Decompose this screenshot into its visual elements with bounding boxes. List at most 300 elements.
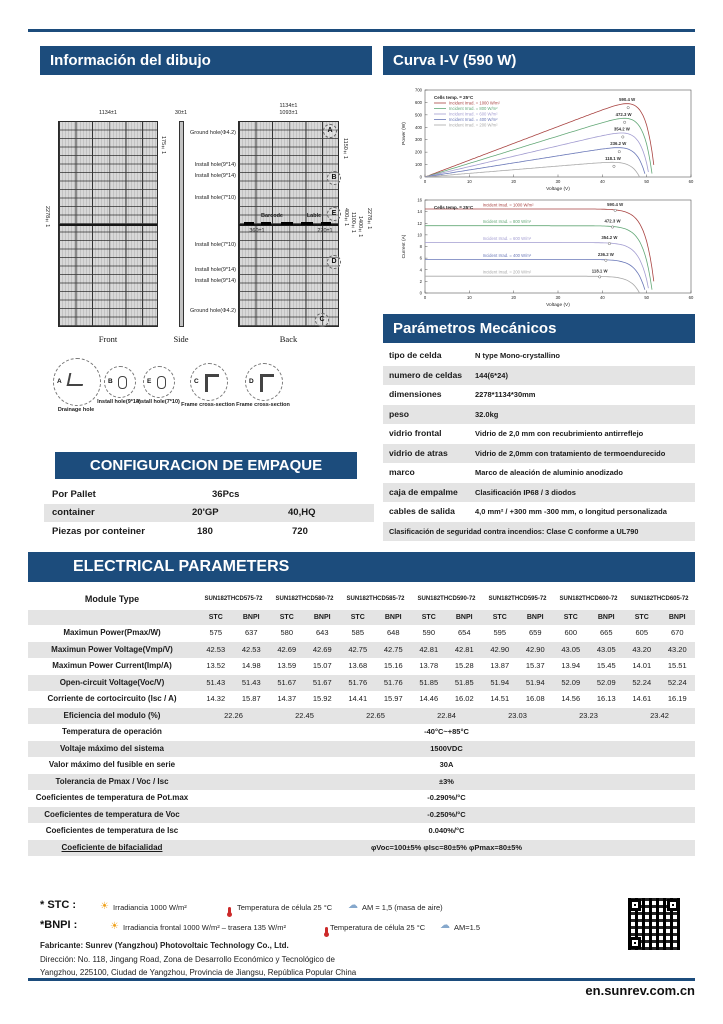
mech-row xyxy=(383,502,695,522)
back-view-callout: Ground hole(Φ4.2) xyxy=(190,308,236,314)
mech-value: 32.0kg xyxy=(475,409,499,419)
dim-right-2278: 2278±1 xyxy=(366,208,372,230)
elec-value: 605 xyxy=(635,628,648,637)
elec-spec-row xyxy=(28,823,695,840)
svg-text:10: 10 xyxy=(466,179,472,184)
svg-text:Incident Irrad. = 200 W/m²: Incident Irrad. = 200 W/m² xyxy=(482,269,532,275)
elec-model-name: SUN182THCD600-72 xyxy=(559,596,618,602)
elec-value: 42.81 xyxy=(419,644,439,654)
elec-row-label: Maximun Power(Pmax/W) xyxy=(63,628,161,637)
elec-value: 52.09 xyxy=(596,677,616,687)
packing-label: Por Pallet xyxy=(52,489,96,500)
bnpi-irradiance: Irradiancia frontal 1000 W/m² – trasera 135 W/m² xyxy=(123,923,286,932)
elec-condition-header-row xyxy=(28,610,695,625)
barcode-mark xyxy=(261,222,271,225)
elec-value: 13.78 xyxy=(419,661,439,670)
elec-value: 51.43 xyxy=(241,677,261,687)
elec-value: 13.52 xyxy=(206,661,226,670)
elec-value: 637 xyxy=(244,628,258,637)
elec-efficiency-row xyxy=(28,708,695,725)
detail-caption: Install hole(9*14) xyxy=(97,399,141,405)
elec-model-name: SUN182THCD575-72 xyxy=(204,596,263,602)
section-title: Parámetros Mecánicos xyxy=(393,320,557,337)
pv-chart-svg xyxy=(398,84,702,192)
thermometer-icon xyxy=(325,927,328,935)
address-line-2: Yangzhou, 225100, Ciudad de Yangzhou, Provincia de Jiangsu, República Popular China xyxy=(40,968,357,977)
svg-text:118.1 W: 118.1 W xyxy=(591,268,608,274)
install-hole-glyph xyxy=(157,376,166,389)
svg-text:Incident Irrad. = 400 W/m²: Incident Irrad. = 400 W/m² xyxy=(449,117,498,122)
elec-spec-label: Temperatura de operación xyxy=(62,727,162,736)
packing-row xyxy=(44,504,374,522)
back-view-callout: Install hole(7*10) xyxy=(194,242,236,248)
elec-condition-header: BNPI xyxy=(242,614,260,621)
detail-circle-e xyxy=(143,366,175,398)
dim-right-1100: 1100±1 xyxy=(350,212,356,233)
elec-value: 14.51 xyxy=(490,694,510,703)
dim-back-width-outer: 1134±1 xyxy=(279,103,298,109)
elec-value: 14.98 xyxy=(241,661,261,670)
mech-label: caja de empalme xyxy=(389,486,458,497)
elec-value: 15.45 xyxy=(596,661,616,670)
dim-barcode-left: 360±1 xyxy=(249,228,265,234)
elec-efficiency-value: 23.23 xyxy=(579,710,598,720)
section-header-mechanical xyxy=(383,314,695,343)
mech-row xyxy=(383,405,695,425)
mech-fire-rating-row xyxy=(383,522,695,541)
elec-spec-value: ±3% xyxy=(439,776,454,786)
elec-data-row xyxy=(28,625,695,642)
mech-label: vidrio de atras xyxy=(389,447,448,458)
detail-circle-b xyxy=(104,366,136,398)
elec-value: 15.92 xyxy=(312,694,332,703)
elec-value: 13.68 xyxy=(348,661,368,670)
detail-caption: Frame cross-section xyxy=(181,402,235,408)
barcode-mark xyxy=(244,222,254,225)
elec-value: 575 xyxy=(209,628,222,637)
elec-spec-row xyxy=(28,774,695,791)
stc-note-label: * STC : xyxy=(40,899,77,911)
elec-spec-row xyxy=(28,757,695,774)
elec-value: 595 xyxy=(493,628,506,637)
packing-value: 180 xyxy=(197,526,213,537)
qr-finder xyxy=(629,899,641,911)
elec-efficiency-value: 22.65 xyxy=(366,710,385,720)
detail-letter: E xyxy=(147,378,152,385)
panel-front-view xyxy=(58,121,158,327)
svg-text:Incident Irrad. = 200 W/m²: Incident Irrad. = 200 W/m² xyxy=(449,122,498,128)
elec-value: 42.69 xyxy=(312,644,332,654)
svg-text:500: 500 xyxy=(415,112,422,118)
section-header-electrical xyxy=(28,552,695,582)
svg-text:8: 8 xyxy=(419,244,422,249)
mech-value: Marco de aleación de aluminio anodizado xyxy=(475,468,623,477)
elec-row-label: Open-circuit Voltage(Voc/V) xyxy=(59,677,165,687)
elec-efficiency-value: 22.26 xyxy=(224,710,243,720)
svg-text:472.3 W: 472.3 W xyxy=(615,111,632,117)
elec-spec-value: 1500VDC xyxy=(430,743,463,753)
electrical-parameters-table xyxy=(28,588,695,860)
section-header-packing xyxy=(55,452,357,479)
elec-value: 14.61 xyxy=(632,694,652,703)
elec-condition-header: STC xyxy=(350,614,365,621)
mech-row xyxy=(383,463,695,483)
svg-text:700: 700 xyxy=(415,87,422,93)
elec-spec-value: 0.040%/°C xyxy=(428,826,465,835)
cloud-icon: ☁ xyxy=(348,900,358,911)
mech-row xyxy=(383,444,695,464)
elec-spec-label: Valor máximo del fusible en serie xyxy=(48,760,176,769)
svg-text:6: 6 xyxy=(419,255,422,261)
elec-spec-label: Coeficiente de bifacialidad xyxy=(61,842,163,852)
detail-marker-a: A xyxy=(323,124,337,138)
detail-marker-b: B xyxy=(327,171,341,185)
mech-label: peso xyxy=(389,408,410,419)
elec-efficiency-value: 23.03 xyxy=(508,710,527,720)
label-caption: Lable xyxy=(306,213,322,219)
elec-efficiency-value: 22.84 xyxy=(437,710,456,720)
elec-value: 14.41 xyxy=(348,694,368,703)
elec-condition-header: STC xyxy=(492,614,507,621)
view-label-front: Front xyxy=(98,334,118,344)
bnpi-airmass: AM=1.5 xyxy=(454,923,481,932)
svg-text:354.2 W: 354.2 W xyxy=(601,235,618,241)
elec-value: 654 xyxy=(457,628,471,637)
elec-spec-value: -0.290%/°C xyxy=(427,793,466,802)
elec-value: 590 xyxy=(422,628,435,637)
elec-data-row xyxy=(28,675,695,692)
stc-cell-temp: Temperatura de célula 25 °C xyxy=(237,903,333,912)
elec-data-row xyxy=(28,642,695,659)
elec-value: 16.19 xyxy=(667,694,687,703)
detail-marker-e: E xyxy=(327,207,341,221)
elec-spec-row xyxy=(28,724,695,741)
elec-value: 15.28 xyxy=(454,661,474,670)
elec-value: 43.20 xyxy=(632,644,652,654)
packing-row xyxy=(44,523,374,541)
mech-row xyxy=(383,385,695,405)
section-header-iv-curve xyxy=(383,46,695,75)
svg-text:0: 0 xyxy=(419,174,422,180)
elec-value: 43.05 xyxy=(561,644,581,654)
mech-label: marco xyxy=(389,467,415,477)
panel-half-cut-line xyxy=(59,224,157,226)
svg-text:Incident Irrad. = 1000 W/m²: Incident Irrad. = 1000 W/m² xyxy=(482,202,534,208)
detail-caption: Drainage hole xyxy=(57,407,95,413)
label-mark xyxy=(301,222,313,225)
panel-side-view xyxy=(179,121,184,327)
elec-value: 13.94 xyxy=(561,661,581,670)
dim-right-400: 400±1 xyxy=(343,208,349,227)
svg-text:60: 60 xyxy=(688,179,694,184)
elec-value: 51.94 xyxy=(490,677,510,687)
section-title: CONFIGURACION DE EMPAQUE xyxy=(89,457,323,474)
packing-row xyxy=(44,486,374,504)
svg-text:10: 10 xyxy=(417,232,422,238)
svg-text:Power (W): Power (W) xyxy=(402,122,407,145)
elec-value: 13.87 xyxy=(490,661,510,670)
svg-text:0: 0 xyxy=(423,295,427,300)
elec-spec-value: φVoc=100±5% φIsc=80±5% φPmax=80±5% xyxy=(370,842,523,852)
back-view-callout: Install hole(9*14) xyxy=(194,278,236,284)
back-view-callout: Install hole(7*10) xyxy=(194,195,236,201)
detail-circle-d xyxy=(245,363,283,401)
stc-irradiance: Irradiancia 1000 W/m² xyxy=(113,903,187,912)
elec-value: 15.51 xyxy=(667,661,687,670)
elec-value: 13.59 xyxy=(277,661,297,670)
detail-letter: A xyxy=(57,378,62,385)
mech-row xyxy=(383,483,695,503)
dim-right-a: 1150±1 xyxy=(342,138,348,159)
mech-label: vidrio frontal xyxy=(389,428,442,438)
mech-value: Vidrio de 2,0 mm con recubrimiento antirreflejo xyxy=(475,429,644,438)
elec-condition-header: BNPI xyxy=(455,614,473,621)
mech-value: Vidrio de 2,0mm con tratamiento de termoendurecido xyxy=(475,448,666,458)
elec-value: 15.87 xyxy=(241,694,261,703)
elec-value: 51.43 xyxy=(206,677,226,687)
elec-value: 14.46 xyxy=(419,694,439,703)
svg-text:Voltage (V): Voltage (V) xyxy=(546,303,570,308)
svg-text:2: 2 xyxy=(419,278,422,284)
elec-spec-value: 30A xyxy=(439,760,454,769)
view-label-back: Back xyxy=(279,334,298,344)
elec-value: 15.37 xyxy=(525,661,545,670)
top-divider xyxy=(28,29,695,32)
elec-row-label: Maximun Power Voltage(Vmp/V) xyxy=(51,644,173,654)
back-view-callout: Install hole(9*14) xyxy=(194,162,236,168)
mech-fire-rating: Clasificación de seguridad contra incendios: Clase C conforme a UL790 xyxy=(389,526,639,536)
packing-value: 720 xyxy=(292,526,308,537)
section-title: ELECTRICAL PARAMETERS xyxy=(73,558,290,575)
elec-row-label: Maximun Power Current(Imp/A) xyxy=(52,661,172,670)
svg-text:40: 40 xyxy=(599,179,605,184)
svg-text:60: 60 xyxy=(688,295,694,300)
frame-section-glyph xyxy=(205,374,219,392)
dim-barcode-right: 270±1 xyxy=(317,228,333,234)
elec-condition-header: BNPI xyxy=(313,614,331,621)
mech-value: Clasificación IP68 / 3 diodos xyxy=(475,487,576,497)
barcode-caption: Barcode xyxy=(260,213,283,219)
elec-value: 16.13 xyxy=(596,694,616,703)
section-title: Información del dibujo xyxy=(50,52,211,69)
svg-text:30: 30 xyxy=(555,295,561,300)
elec-spec-row xyxy=(28,807,695,824)
elec-value: 15.97 xyxy=(383,694,403,703)
svg-text:0: 0 xyxy=(419,290,422,296)
elec-condition-header: STC xyxy=(279,614,294,621)
elec-spec-label: Tolerancia de Pmax / Voc / Isc xyxy=(55,776,169,786)
sun-icon: ☀ xyxy=(110,921,119,932)
elec-spec-label: Voltaje máximo del sistema xyxy=(60,743,164,753)
elec-spec-label: Coeficientes de temperatura de Voc xyxy=(44,809,180,819)
mech-value: N type Mono-crystallino xyxy=(475,351,561,360)
elec-value: 42.53 xyxy=(241,644,261,654)
svg-text:100: 100 xyxy=(415,162,422,168)
svg-text:50: 50 xyxy=(644,295,650,300)
mech-row xyxy=(383,346,695,366)
svg-text:Incident Irrad. = 600 W/m²: Incident Irrad. = 600 W/m² xyxy=(449,111,498,117)
dim-right-1400: 1400±1 xyxy=(357,216,363,238)
svg-text:Incident Irrad. = 1000 W/m²: Incident Irrad. = 1000 W/m² xyxy=(449,100,500,106)
elec-condition-header: STC xyxy=(421,614,436,621)
elec-data-row xyxy=(28,658,695,675)
elec-value: 665 xyxy=(599,628,613,637)
packing-table xyxy=(44,486,374,542)
website-url: en.sunrev.com.cn xyxy=(585,983,695,998)
elec-value: 580 xyxy=(280,628,293,637)
label-mark xyxy=(321,222,331,225)
svg-text:400: 400 xyxy=(415,124,422,130)
mech-value: 144(6*24) xyxy=(475,370,508,380)
elec-value: 600 xyxy=(564,628,577,637)
elec-value: 659 xyxy=(528,628,542,637)
svg-text:16: 16 xyxy=(417,197,422,203)
dim-side-detail: 175±1 xyxy=(160,136,166,155)
svg-text:20: 20 xyxy=(511,295,517,300)
svg-text:Voltage (V): Voltage (V) xyxy=(546,187,570,192)
elec-value: 15.07 xyxy=(312,661,332,670)
manufacturer-line: Fabricante: Sunrev (Yangzhou) Photovoltaic Technology Co., Ltd. xyxy=(40,941,289,950)
elec-value: 42.75 xyxy=(383,644,403,654)
svg-text:50: 50 xyxy=(644,179,650,184)
sun-icon: ☀ xyxy=(100,901,109,912)
svg-text:Cells temp. = 25°C: Cells temp. = 25°C xyxy=(434,205,474,210)
elec-value: 43.05 xyxy=(596,644,616,654)
elec-value: 51.76 xyxy=(348,677,368,687)
section-title: Curva I-V (590 W) xyxy=(393,52,517,69)
qr-finder xyxy=(629,937,641,949)
svg-text:12: 12 xyxy=(417,220,422,226)
elec-condition-header: STC xyxy=(634,614,649,621)
qr-finder xyxy=(667,899,679,911)
address-line-1: Dirección: No. 118, Jingang Road, Zona de Desarrollo Económico y Tecnológico de xyxy=(40,955,335,964)
elec-model-name: SUN182THCD580-72 xyxy=(275,596,334,602)
elec-spec-value: -0.250%/°C xyxy=(427,809,466,819)
elec-value: 43.20 xyxy=(667,644,687,654)
mech-label: cables de salida xyxy=(389,506,455,516)
detail-letter: D xyxy=(249,378,254,385)
packing-value: 36Pcs xyxy=(212,489,240,500)
elec-spec-row xyxy=(28,741,695,758)
elec-value: 14.37 xyxy=(277,694,297,703)
thermometer-icon xyxy=(228,907,231,915)
elec-value: 16.08 xyxy=(525,694,545,703)
elec-value: 14.56 xyxy=(561,694,581,703)
elec-row-label: Eficiencia del modulo (%) xyxy=(63,710,161,720)
dim-side-width: 30±1 xyxy=(174,110,188,116)
packing-value: 40,HQ xyxy=(288,507,316,518)
elec-value: 51.85 xyxy=(419,677,439,687)
elec-value: 16.02 xyxy=(454,694,474,703)
svg-text:0: 0 xyxy=(423,179,427,184)
elec-condition-header: BNPI xyxy=(384,614,402,621)
elec-value: 51.67 xyxy=(312,677,332,687)
elec-value: 42.90 xyxy=(490,644,510,654)
detail-caption: Install hole(7*10) xyxy=(136,399,180,405)
elec-spec-row xyxy=(28,790,695,807)
bnpi-note-label: *BNPI : xyxy=(40,919,78,931)
elec-spec-label: Coeficientes de temperatura de Pot.max xyxy=(35,793,189,802)
elec-condition-header: BNPI xyxy=(597,614,615,621)
detail-marker-c: C xyxy=(315,313,329,327)
svg-text:10: 10 xyxy=(466,295,472,300)
iv-chart-svg xyxy=(398,194,702,308)
mech-label: tipo de celda xyxy=(389,350,442,360)
elec-value: 51.94 xyxy=(525,677,545,687)
elec-value: 14.01 xyxy=(632,661,652,670)
svg-text:354.2 W: 354.2 W xyxy=(613,126,630,132)
svg-text:Incident Irrad. = 400 W/m²: Incident Irrad. = 400 W/m² xyxy=(482,252,532,258)
detail-letter: B xyxy=(108,378,113,385)
mech-row xyxy=(383,424,695,444)
elec-model-name: SUN182THCD595-72 xyxy=(488,596,547,602)
mech-label: dimensiones xyxy=(389,389,442,399)
elec-row-label: Corriente de cortocircuito (Isc / A) xyxy=(47,694,177,703)
elec-value: 51.85 xyxy=(454,677,474,687)
elec-efficiency-value: 22.45 xyxy=(295,710,314,720)
svg-text:20: 20 xyxy=(511,179,517,184)
svg-text:600: 600 xyxy=(415,99,422,105)
packing-label: Piezas por conteiner xyxy=(52,526,145,537)
dim-front-width: 1134±1 xyxy=(99,110,117,116)
detail-caption: Frame cross-section xyxy=(236,402,290,408)
elec-value: 52.24 xyxy=(632,677,652,687)
svg-text:236.2 W: 236.2 W xyxy=(610,141,627,147)
elec-value: 42.75 xyxy=(348,644,368,654)
elec-module-type-row xyxy=(28,588,695,610)
svg-text:236.2 W: 236.2 W xyxy=(597,251,614,257)
detail-circle-c xyxy=(190,363,228,401)
elec-model-name: SUN182THCD605-72 xyxy=(630,596,689,602)
elec-spec-value: -40°C~+85°C xyxy=(424,727,469,736)
elec-spec-label: Coeficientes de temperatura de Isc xyxy=(45,826,179,835)
elec-model-name: SUN182THCD585-72 xyxy=(346,596,405,602)
technical-drawing xyxy=(30,88,378,446)
svg-text:Incident Irrad. = 600 W/m²: Incident Irrad. = 600 W/m² xyxy=(482,236,532,242)
mechanical-parameters-table xyxy=(383,346,695,542)
bnpi-cell-temp: Temperatura de célula 25 °C xyxy=(330,923,426,932)
svg-text:Cells temp. = 25°C: Cells temp. = 25°C xyxy=(434,95,474,100)
install-hole-glyph xyxy=(118,376,127,389)
elec-value: 585 xyxy=(351,628,364,637)
svg-text:590.4 W: 590.4 W xyxy=(607,201,624,207)
elec-value: 51.76 xyxy=(383,677,403,687)
mech-row xyxy=(383,366,695,386)
dim-back-width-inner: 1093±1 xyxy=(279,110,298,116)
bottom-divider xyxy=(28,978,695,981)
back-view-callout: Install hole(9*14) xyxy=(194,173,236,179)
elec-value: 15.16 xyxy=(383,661,403,670)
detail-marker-d: D xyxy=(327,255,341,269)
packing-value: 20'GP xyxy=(192,507,219,518)
elec-value: 42.53 xyxy=(206,644,226,654)
elec-value: 14.32 xyxy=(206,694,226,703)
elec-value: 648 xyxy=(386,628,400,637)
svg-text:590.4 W: 590.4 W xyxy=(619,97,636,103)
elec-condition-header: BNPI xyxy=(526,614,544,621)
svg-text:200: 200 xyxy=(415,149,422,155)
mech-value: 4,0 mm² / +300 mm -300 mm, o longitud personalizada xyxy=(475,507,667,516)
mech-value: 2278*1134*30mm xyxy=(475,390,536,399)
packing-label: container xyxy=(52,507,95,518)
elec-value: 52.09 xyxy=(561,677,581,687)
svg-text:14: 14 xyxy=(417,209,422,215)
elec-condition-header: BNPI xyxy=(668,614,686,621)
svg-text:40: 40 xyxy=(599,295,605,300)
svg-text:Current (A): Current (A) xyxy=(402,234,407,259)
pv-curve-chart xyxy=(398,84,702,192)
frame-section-glyph xyxy=(260,374,274,392)
